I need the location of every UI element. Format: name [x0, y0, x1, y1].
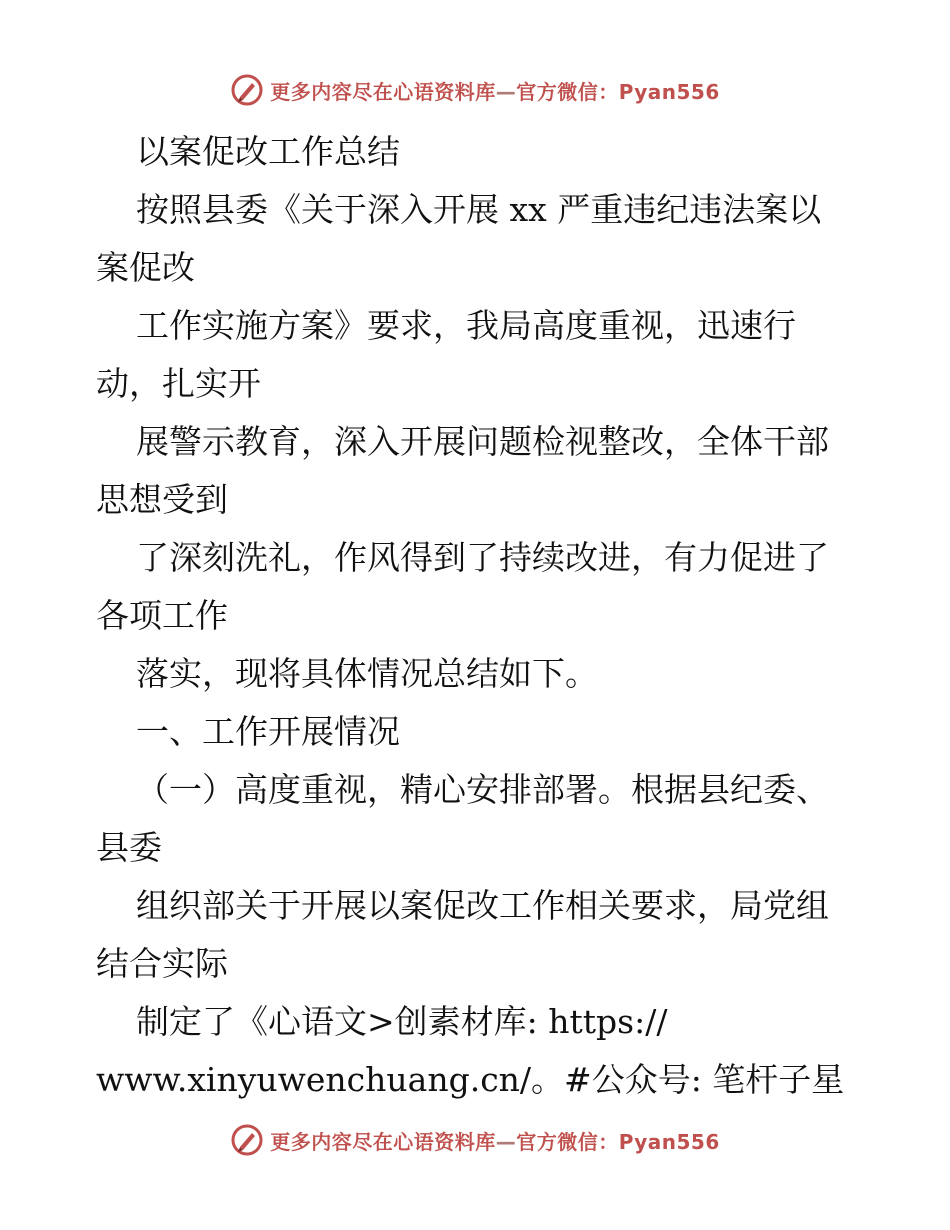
paragraph-line: （一）高度重视，精心安排部署。根据县纪委、: [136, 770, 829, 809]
paragraph-line: 案促改: [96, 248, 195, 287]
paragraph-line: 展警示教育，深入开展问题检视整改，全体干部: [136, 422, 829, 461]
paragraph-line: 结合实际: [96, 944, 228, 983]
footer-watermark-banner: [0, 1120, 950, 1160]
paragraph-line: 思想受到: [96, 480, 228, 519]
section-heading: 一、工作开展情况: [136, 712, 400, 751]
paragraph-line: www.xinyuwenchuang.cn/。#公众号: 笔杆子星: [96, 1060, 845, 1099]
paragraph-line: 制定了《心语文>创素材库: https://: [136, 1002, 668, 1041]
paragraph-line: 县委: [96, 828, 162, 867]
paragraph-line: 动，扎实开: [96, 364, 261, 403]
paragraph-line: 按照县委《关于深入开展 xx 严重违纪违法案以: [136, 190, 822, 229]
pen-logo-icon: [230, 73, 264, 107]
paragraph-line: 组织部关于开展以案促改工作相关要求，局党组: [136, 886, 829, 925]
banner-text: 更多内容尽在心语资料库—官方微信：Pyan556: [270, 79, 720, 104]
pen-logo-icon: [230, 1123, 264, 1157]
document-body: [96, 123, 856, 1109]
document-title: 以案促改工作总结: [136, 132, 400, 171]
paragraph-line: 各项工作: [96, 596, 228, 635]
banner-text: 更多内容尽在心语资料库—官方微信：Pyan556: [270, 1129, 720, 1154]
paragraph-line: 了深刻洗礼，作风得到了持续改进，有力促进了: [136, 538, 829, 577]
paragraph-line: 落实，现将具体情况总结如下。: [136, 654, 598, 693]
header-watermark-banner: [0, 70, 950, 110]
paragraph-line: 工作实施方案》要求，我局高度重视，迅速行: [136, 306, 796, 345]
